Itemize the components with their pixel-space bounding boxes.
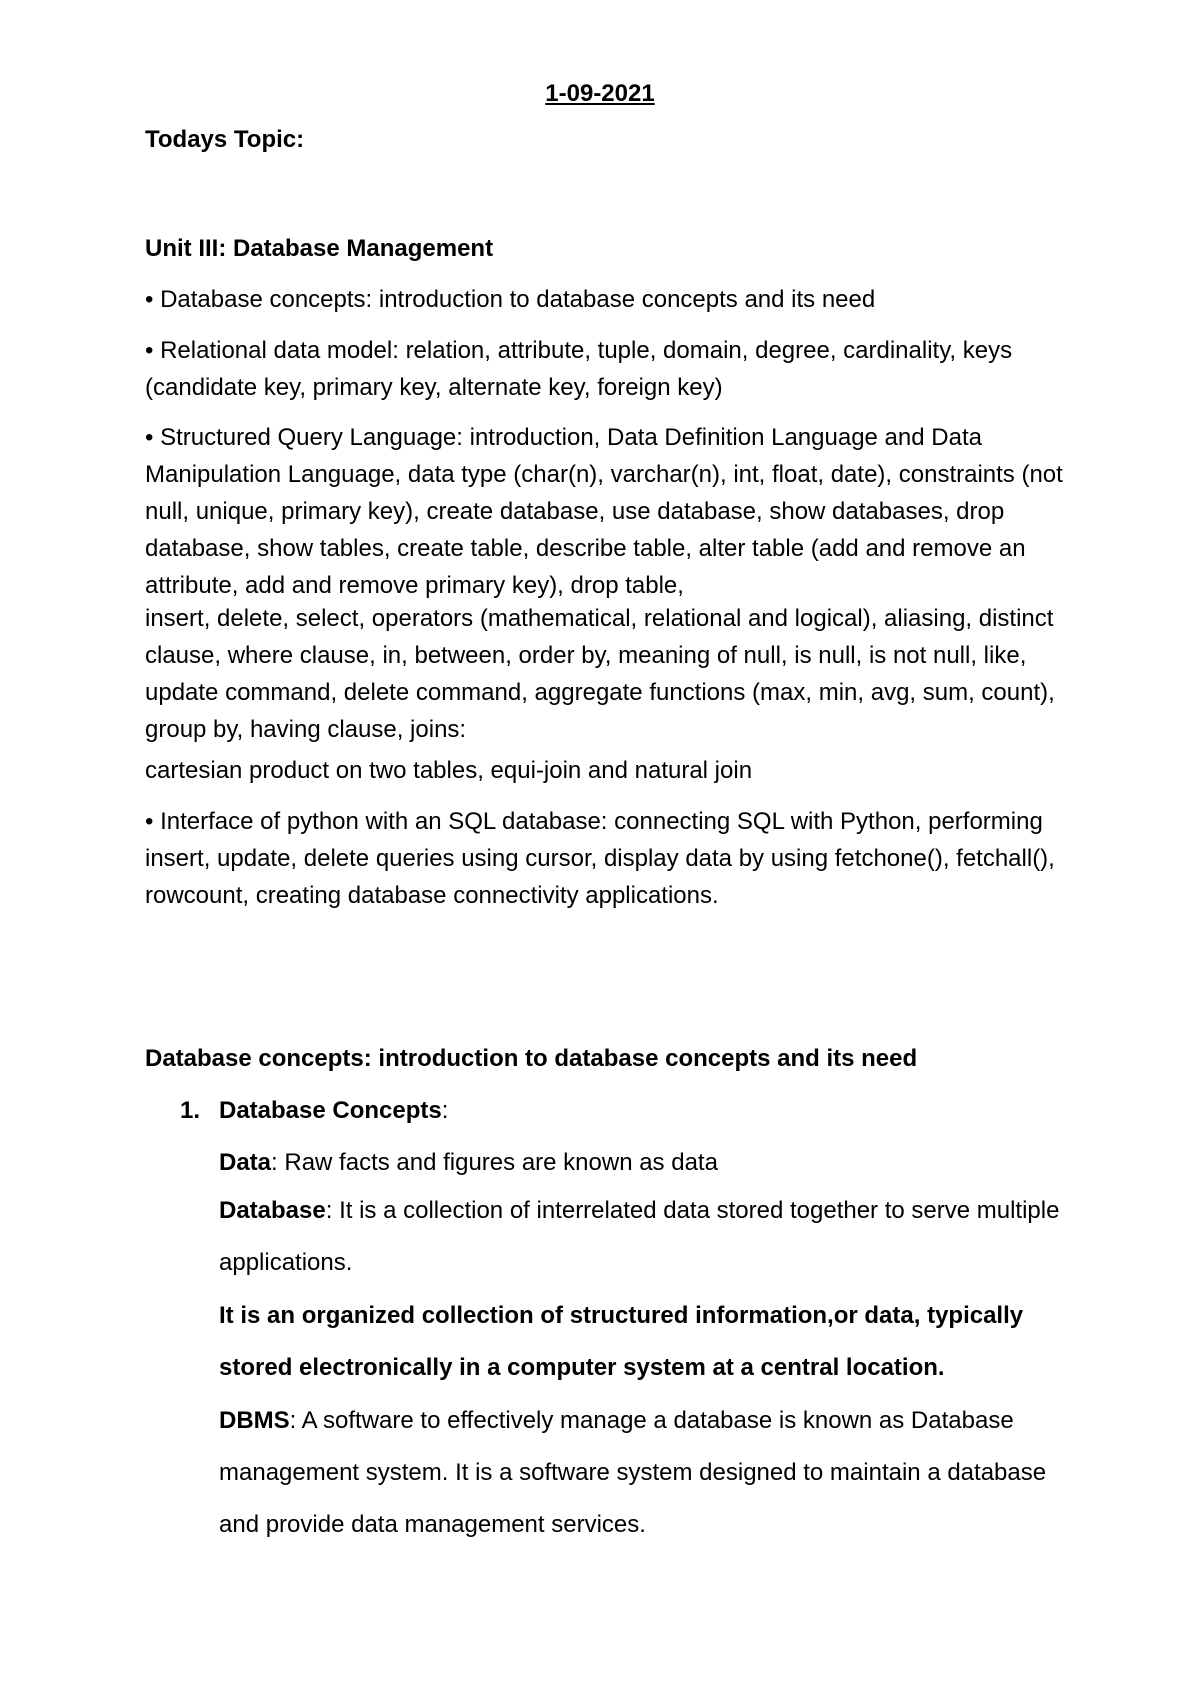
term-dbms: DBMS [219, 1407, 290, 1434]
bullet-item-sql [145, 419, 1075, 604]
bullet-item-relational-model [145, 332, 1075, 406]
definition-text: : Raw facts and figures are known as data [271, 1149, 718, 1176]
section-heading: Database concepts: introduction to database concepts and its need [145, 1045, 918, 1072]
list-item-title [219, 1092, 1089, 1129]
term-database: Database [219, 1197, 326, 1224]
item-title-text: Database Concepts [219, 1097, 442, 1124]
bullet-item-python-interface [145, 803, 1075, 914]
sql-joins-paragraph: cartesian product on two tables, equi-join and natural join [145, 757, 753, 784]
todays-topic-heading: Todays Topic: [145, 126, 305, 153]
item-title-suffix: : [441, 1097, 449, 1124]
bullet-item-database-concepts [145, 281, 1075, 318]
sql-continuation-paragraph: insert, delete, select, operators (mathematical, relational and logical), aliasing, distinct clause, where clause, in, between, order by, meaning of null, is null, is not null, like, update command, delete command, aggregate functions (max, min, avg, sum, count), group by, having clause, joins: [145, 605, 1055, 743]
definition-database-bold: It is an organized collection of structured information,or data, typically stored electronically in a computer system at a central location. [219, 1302, 1024, 1381]
bullet-text: Relational data model: relation, attribute, tuple, domain, degree, cardinality, keys (candidate key, primary key, alternate key, foreign key) [145, 337, 1013, 401]
term-data: Data [219, 1149, 272, 1176]
definition-database [219, 1185, 1089, 1289]
bullet-text: Interface of python with an SQL database: connecting SQL with Python, performing insert, update, delete queries using cursor, display data by using fetchone(), fetchall(), rowcount, creating database connectivity applications. [145, 808, 1055, 909]
document-date: 1-09-2021 [545, 80, 655, 107]
unit-title: Unit III: Database Management [145, 235, 494, 262]
bullet-text: Structured Query Language: introduction, Data Definition Language and Data Manipulation Language, data type (char(n), varchar(n), int, float, date), constraints (not null, unique, primary key), create database, use database, show databases, drop database, show tables, create table, describe table, alter table (add and remove an attribute, add and remove primary key), drop table, [145, 424, 1063, 599]
definition-text: : A software to effectively manage a database is known as Database management system. It is a software system designed to maintain a database and provide data management services. [219, 1407, 1047, 1538]
definition-dbms [219, 1395, 1089, 1551]
list-number: 1. [180, 1097, 201, 1124]
bullet-icon: • [145, 808, 154, 835]
bullet-icon: • [145, 424, 154, 451]
bullet-text: Database concepts: introduction to database concepts and its need [160, 286, 876, 313]
bullet-icon: • [145, 337, 154, 364]
bullet-icon: • [145, 286, 154, 313]
definition-data [219, 1144, 1089, 1181]
definition-text: : It is a collection of interrelated data stored together to serve multiple applications. [219, 1197, 1060, 1276]
